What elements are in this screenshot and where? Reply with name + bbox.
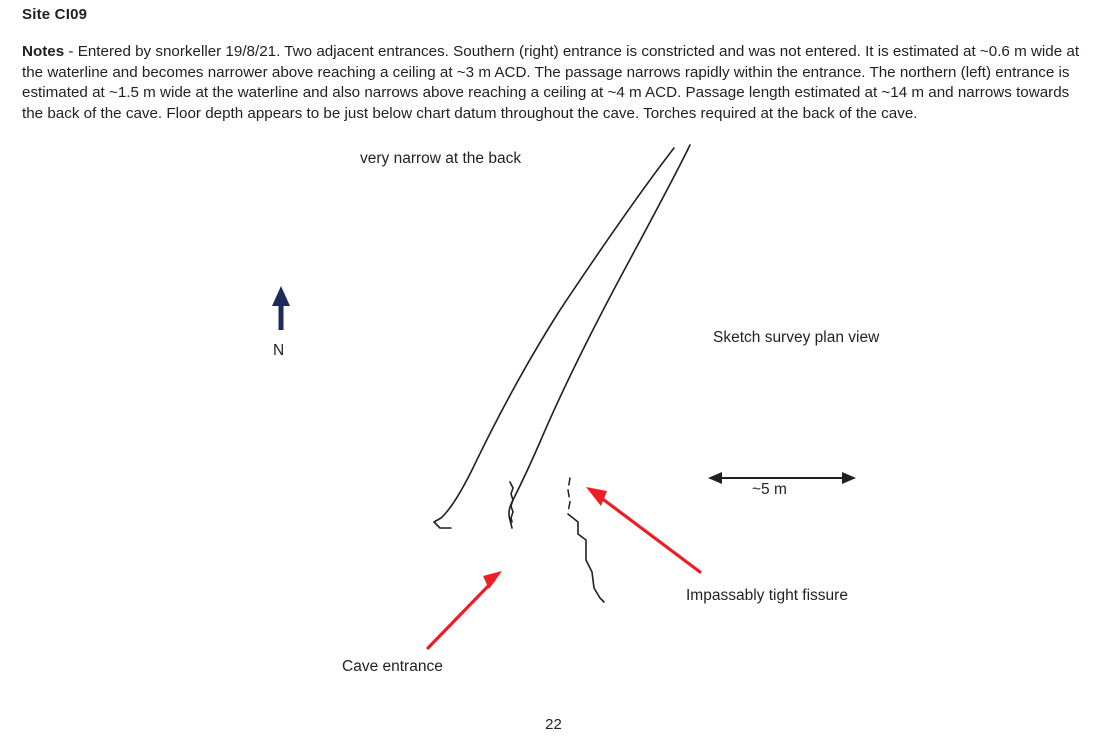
notes-paragraph: [22, 42, 1094, 124]
cave-plan-drawing: [0, 130, 1107, 700]
label-north: N: [273, 342, 285, 359]
notes-body: - Entered by snorkeller 19/8/21. Two adjacent entrances. Southern (right) entrance is constricted and was not entered. It is estimated at ~0.6 m wide at the waterline and becomes narrower above reaching a ceiling at ~3 m ACD. The passage narrows rapidly within the entrance. The northern (left) entrance is estimated at ~1.5 m wide at the waterline and also narrows above reaching a ceiling at ~4 m ACD. Passage length estimated at ~14 m and narrows towards the back of the cave. Floor depth appears to be just below chart datum throughout the cave. Torches required at the back of the cave.: [22, 43, 1080, 122]
notes-label: Notes: [22, 43, 65, 60]
label-scale-distance: ~5 m: [752, 481, 787, 498]
label-very-narrow-at-back: very narrow at the back: [360, 150, 522, 167]
cave-entrance-north-lip: [510, 482, 513, 522]
page-title: Site CI09: [22, 6, 88, 23]
tight-fissure-outline: [568, 514, 604, 602]
label-impassably-tight-fissure: Impassably tight fissure: [686, 587, 848, 604]
cave-wall-north: [434, 148, 674, 528]
label-sketch-survey-plan-view: Sketch survey plan view: [713, 329, 880, 346]
constricted-entrance-dashed: [568, 478, 570, 512]
arrow-to-tight-fissure: [586, 487, 700, 572]
sketch-survey-figure: [0, 130, 1107, 700]
page-number: 22: [545, 716, 562, 733]
north-arrow-icon: [272, 286, 290, 330]
cave-wall-inner: [509, 145, 690, 528]
arrow-to-cave-entrance: [428, 571, 502, 648]
label-cave-entrance: Cave entrance: [342, 658, 443, 675]
